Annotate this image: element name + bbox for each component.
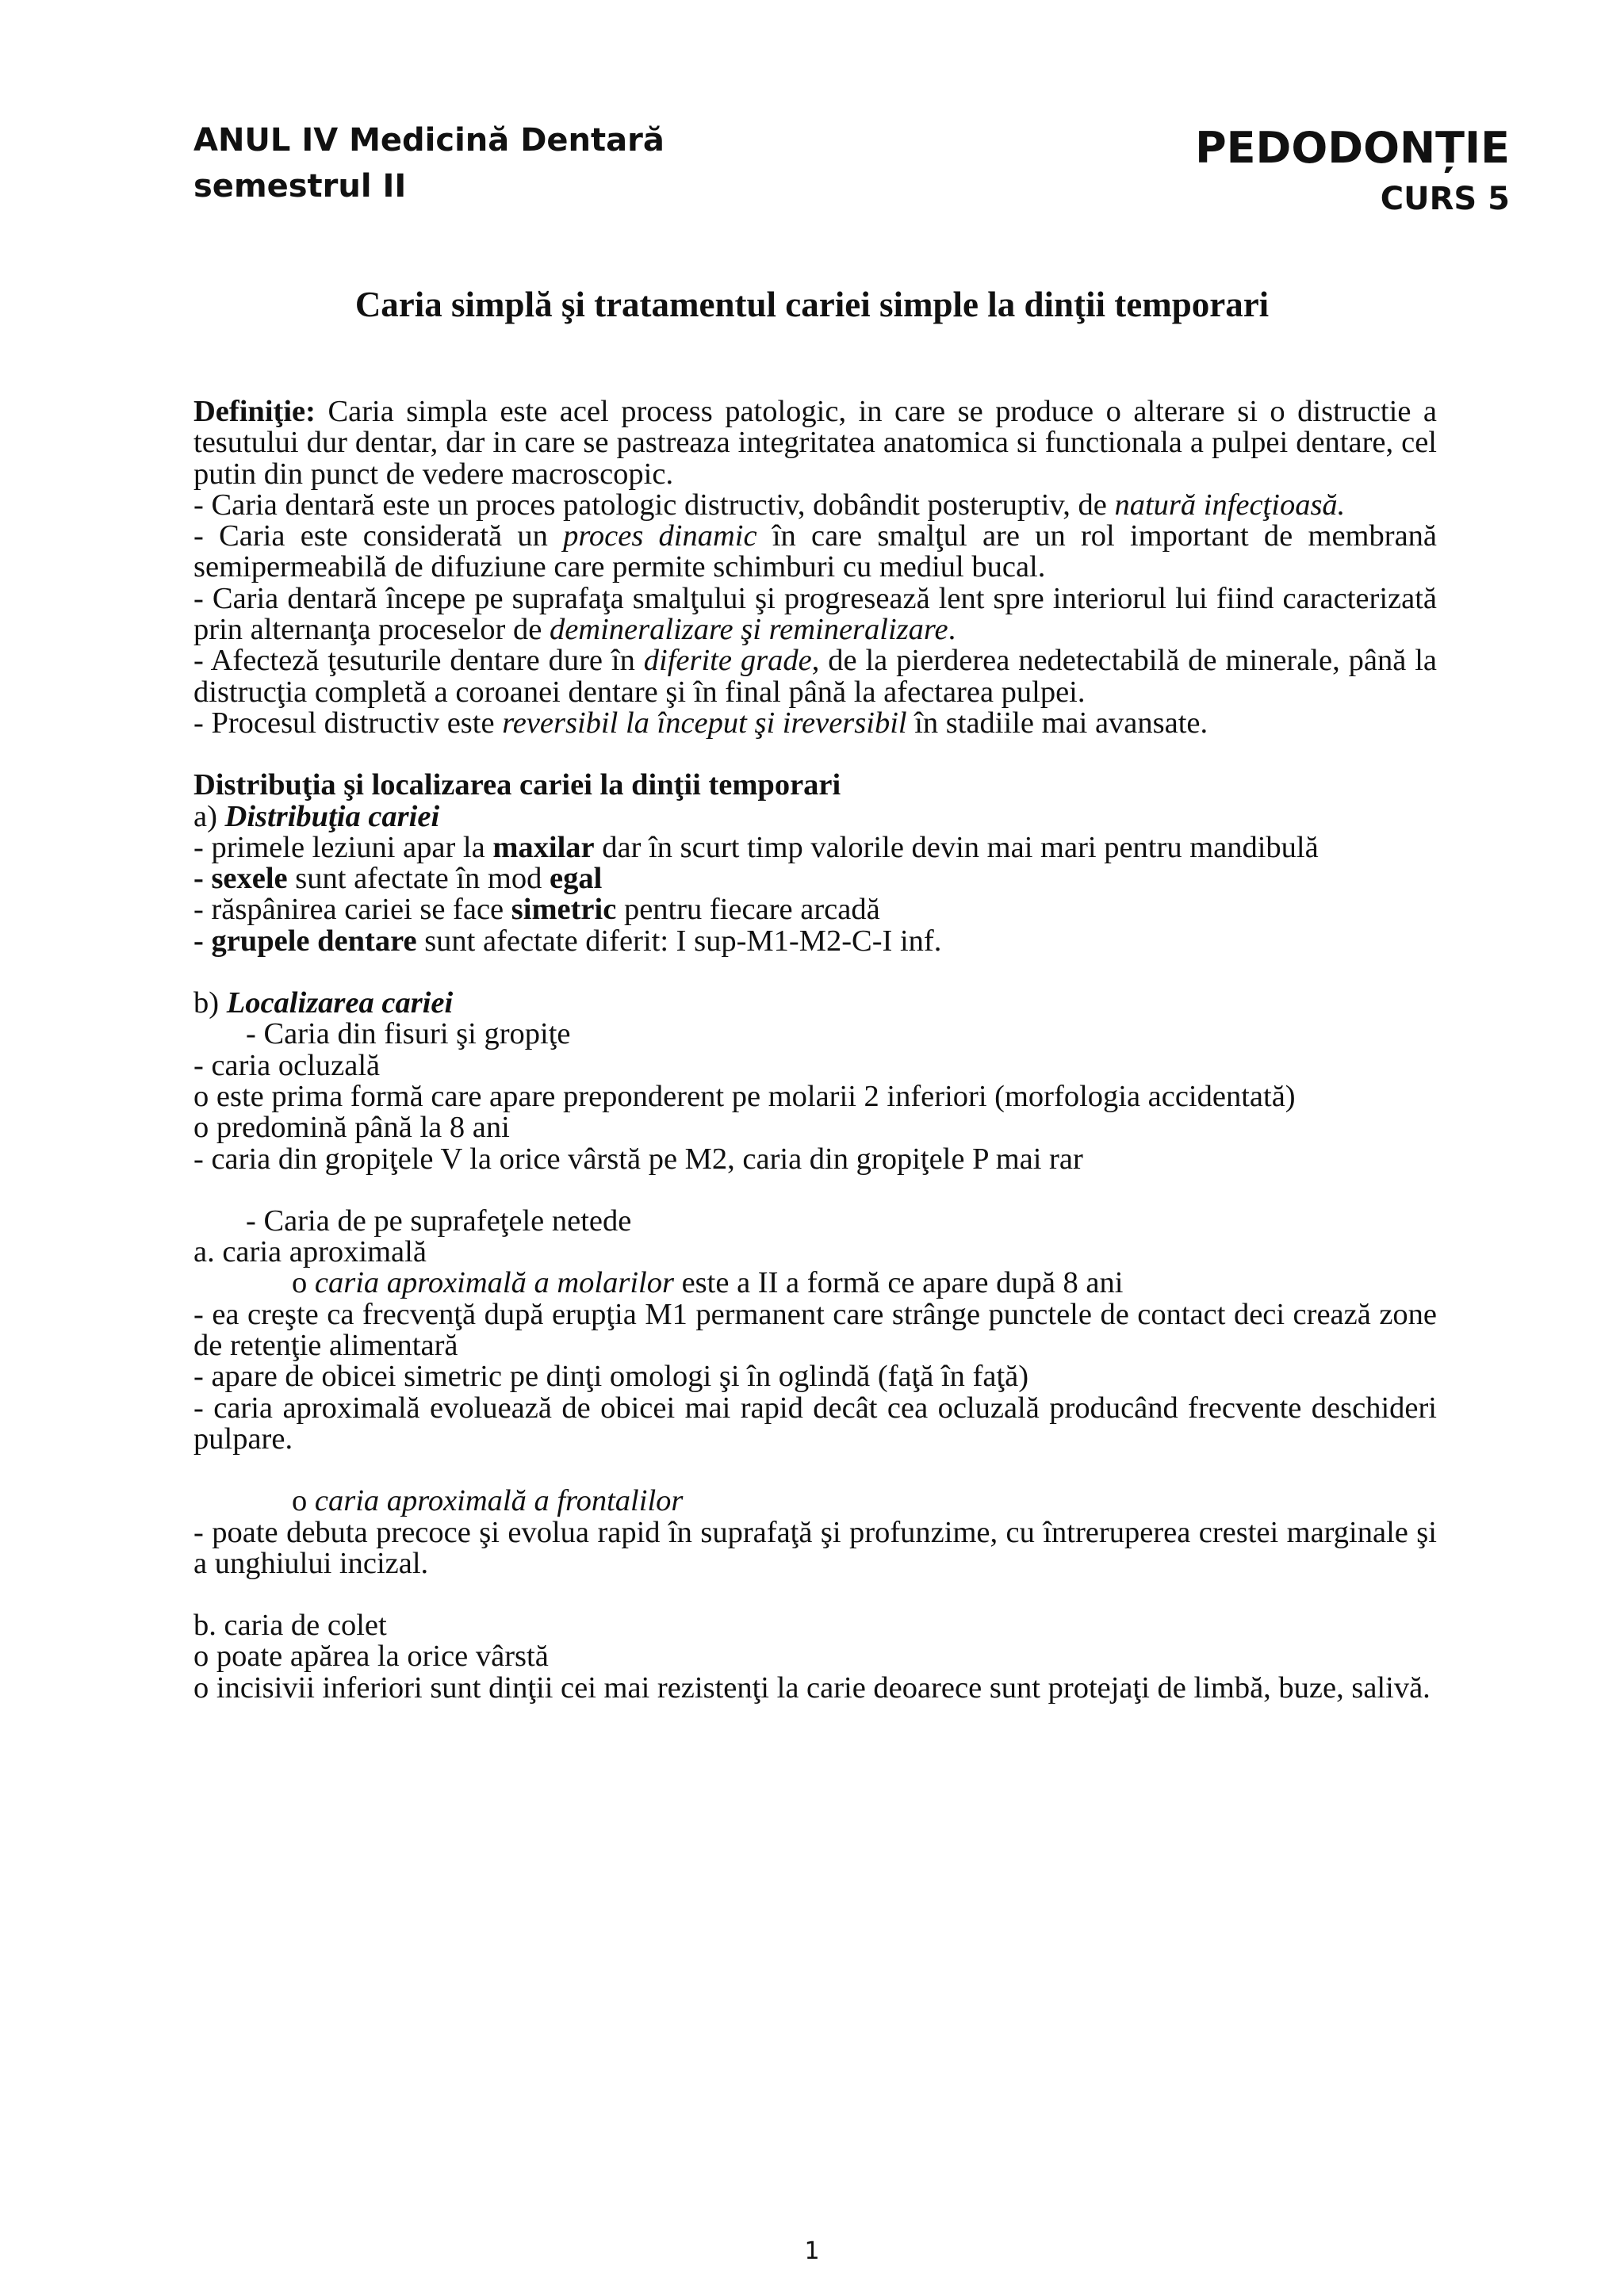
proximal-point-2: - apare de obicei simetric pe dinţi omologi şi în oglindă (faţă în faţă): [193, 1360, 1029, 1394]
course-year: ANUL IV Medicină Dentară: [193, 122, 665, 159]
point-reversibility: - Procesul distructiv este reversibil la început şi ireversibil în stadiile mai avansate.: [193, 706, 1208, 740]
proximal-molars-item: o caria aproximală a molarilor este a II a formă ce apare după 8 ani: [292, 1266, 1124, 1300]
cervical-point-2: o incisivii inferiori sunt dinţii cei mai rezistenţi la carie deoarece sunt protejaţi de limbă, buze, salivă.: [193, 1670, 1431, 1705]
cervical-point-1: o poate apărea la orice vârstă: [193, 1640, 549, 1674]
page-number: 1: [804, 2237, 820, 2265]
distribution-item-symmetric: - răspânirea cariei se face simetric pentru fiecare arcadă: [193, 893, 880, 927]
document-title: Caria simplă şi tratamentul cariei simple la dinţii temporari: [354, 285, 1270, 324]
proximal-caries-item: a. caria aproximală: [193, 1235, 427, 1269]
document-body: [193, 396, 1437, 1704]
spacer: [193, 957, 1437, 988]
semester: semestrul II: [193, 168, 407, 205]
spacer: [193, 739, 1437, 770]
occlusal-point-2: o predomină până la 8 ani: [193, 1111, 510, 1145]
spacer: [193, 1455, 1437, 1486]
definition-paragraph: [193, 396, 1437, 490]
proximal-point-3: - caria aproximală evoluează de obicei mai rapid decât cea ocluzală producând frecvente deschideri pulpare.: [193, 1391, 1437, 1456]
subject-title: PEDODONȚIE: [1195, 123, 1510, 173]
distribution-item-sexes: - sexele sunt afectate în mod egal: [193, 862, 603, 896]
smooth-surface-caries-item: - Caria de pe suprafeţele netede: [246, 1203, 632, 1238]
fissure-caries-item: - Caria din fisuri şi gropiţe: [246, 1017, 571, 1051]
point-degrees: - Afecteză ţesuturile dentare dure în diferite grade, de la pierderea nedetectabilă de minerale, până la distrucţia completă a coroanei dentare şi în final până la afectarea pulpei.: [193, 644, 1437, 709]
cervical-caries-item: b. caria de colet: [193, 1609, 387, 1643]
header-right: [1195, 119, 1510, 220]
distribution-heading: Distribuţia şi localizarea cariei la dinţii temporari: [193, 768, 841, 802]
spacer: [193, 1175, 1437, 1206]
point-infectious: - Caria dentară este un proces patologic distructiv, dobândit posteruptiv, de natură infecţioasă.: [193, 488, 1346, 522]
proximal-point-1: - ea creşte ca frecvenţă după erupţia M1 permanent care strânge punctele de contact deci crează zone de retenţie alimentară: [193, 1297, 1437, 1363]
spacer: [193, 1579, 1437, 1610]
lecture-number: CURS 5: [1380, 181, 1510, 217]
definition-label: Definiţie:: [193, 395, 316, 428]
point-dynamic: - Caria este considerată un proces dinamic în care smalţul are un rol important de membrană semipermeabilă de difuziune care permite schimburi cu mediul bucal.: [193, 519, 1437, 584]
header-left: [193, 117, 665, 209]
occlusal-caries-item: - caria ocluzală: [193, 1048, 381, 1082]
definition-text: Caria simpla este acel process patologic, in care se produce o alterare si o distructie a tesutului dur dentar, dar in care se pastreaza integritatea anatomica si functionala a pulpei dentare, cel putin din punct de vedere macroscopic.: [193, 395, 1437, 491]
localization-subheading: b) Localizarea cariei: [193, 986, 454, 1020]
point-progression: - Caria dentară începe pe suprafaţa smalţului şi progresează lent spre interiorul lui fiind caracterizată prin alternanţa proceselor de demineralizare şi remineralizare.: [193, 581, 1437, 647]
frontal-point-1: - poate debuta precoce şi evolua rapid în suprafaţă şi profunzime, cu întreruperea crestei marginale şi a unghiului incizal.: [193, 1515, 1437, 1580]
distribution-subheading: a) Distribuţia cariei: [193, 799, 440, 833]
proximal-frontal-item: o caria aproximală a frontalilor: [292, 1484, 684, 1518]
occlusal-point-3: - caria din gropiţele V la orice vârstă pe M2, caria din gropiţele P mai rar: [193, 1142, 1083, 1176]
distribution-item-groups: - grupele dentare sunt afectate diferit: I sup-M1-M2-C-I inf.: [193, 924, 942, 958]
occlusal-point-1: o este prima formă care apare preponderent pe molarii 2 inferiori (morfologia accidentată): [193, 1079, 1296, 1113]
distribution-item-maxilar: - primele leziuni apar la maxilar dar în scurt timp valorile devin mai mari pentru mandibulă: [193, 830, 1319, 864]
